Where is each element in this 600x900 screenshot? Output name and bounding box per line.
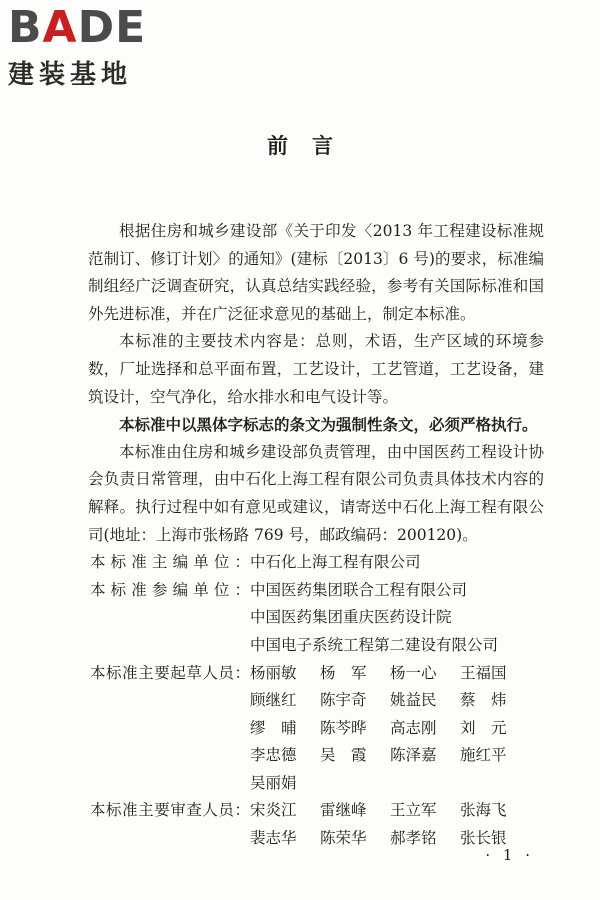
paragraph-management: 本标准由住房和城乡建设部负责管理，由中国医药工程设计协会负责日常管理，由中石化上海工程有限公司负责具体技术内容的解释。执行过程中如有意见或建议，请寄送中石化上海工程有限公司(地址：上海市张杨路 769 号，邮政编码：200120)。 — [88, 442, 544, 544]
drafter-name: 王福国 — [460, 663, 507, 682]
drafter-name: 施红平 — [460, 746, 507, 765]
credits — [88, 549, 544, 853]
logo-subtitle: 建装基地 — [8, 60, 133, 90]
reviewer-name: 雷继峰 — [320, 801, 367, 820]
chief-editor-org: 中石化上海工程有限公司 — [250, 553, 421, 572]
co-editor-org: 中国医药集团重庆医药设计院 — [250, 608, 452, 627]
logo-mark-suffix: DE — [77, 2, 147, 53]
drafter-name: 刘 元 — [460, 718, 507, 737]
drafter-name: 陈宇奇 — [320, 691, 367, 710]
co-editors-row — [88, 577, 544, 660]
page-number: · 1 · — [485, 846, 534, 864]
drafter-name: 李忠德 — [250, 746, 297, 765]
reviewers-names — [250, 797, 544, 852]
reviewer-name: 宋炎江 — [250, 801, 297, 820]
drafters-label: 本标准主要起草人员： — [90, 663, 250, 682]
chief-editor-row — [88, 549, 544, 577]
document-body — [88, 218, 544, 853]
logo-mark-prefix: B — [8, 2, 43, 53]
drafters-row — [88, 660, 544, 798]
drafter-name: 吴 霞 — [320, 746, 367, 765]
logo — [8, 2, 183, 91]
reviewer-name: 张海飞 — [460, 801, 507, 820]
co-editor-org: 中国医药集团联合工程有限公司 — [250, 580, 468, 599]
logo-mark — [8, 2, 183, 53]
logo-mark-accent: A — [42, 2, 78, 53]
co-editors-label: 本标准参编单位： — [90, 580, 250, 599]
reviewer-name: 裴志华 — [250, 829, 297, 848]
paragraph-content: 本标准的主要技术内容是：总则，术语，生产区域的环境参数，厂址选择和总平面布置，工艺设计，工艺管道，工艺设备，建筑设计，空气净化，给水排水和电气设计等。 — [88, 332, 544, 406]
drafter-name: 缪 晡 — [250, 718, 297, 737]
drafter-name: 杨丽敏 — [250, 663, 297, 682]
reviewer-name: 王立军 — [390, 801, 437, 820]
reviewer-name: 张长银 — [460, 829, 507, 848]
reviewer-name: 郝孝铭 — [390, 829, 437, 848]
drafter-name: 高志刚 — [390, 718, 437, 737]
drafter-name: 杨一心 — [390, 663, 437, 682]
reviewers-label: 本标准主要审查人员： — [90, 801, 250, 820]
drafter-name: 陈泽嘉 — [390, 746, 437, 765]
drafter-name: 顾继红 — [250, 691, 297, 710]
drafter-name: 蔡 炜 — [460, 691, 507, 710]
paragraph-origin: 根据住房和城乡建设部《关于印发〈2013 年工程建设标准规范制订、修订计划〉的通知》(建标〔2013〕6 号)的要求，标准编制组经广泛调查研究，认真总结实践经验，参考有关国际标准和国外先进标准，并在广泛征求意见的基础上，制定本标准。 — [88, 222, 544, 323]
reviewer-name: 陈荣华 — [320, 829, 367, 848]
co-editor-org: 中国电子系统工程第二建设有限公司 — [250, 635, 499, 654]
paragraph-mandatory: 本标准中以黑体字标志的条文为强制性条文，必须严格执行。 — [119, 415, 538, 435]
reviewers-row — [88, 797, 544, 852]
drafter-name: 杨 军 — [320, 663, 367, 682]
drafter-name: 陈芩晔 — [320, 718, 367, 737]
chief-editor-label: 本标准主编单位： — [90, 553, 250, 572]
drafters-names — [250, 660, 544, 798]
co-editors-list — [250, 577, 544, 660]
drafter-name: 姚益民 — [390, 691, 437, 710]
drafter-name: 吴丽娟 — [250, 773, 297, 792]
page-title: 前言 — [267, 133, 357, 158]
